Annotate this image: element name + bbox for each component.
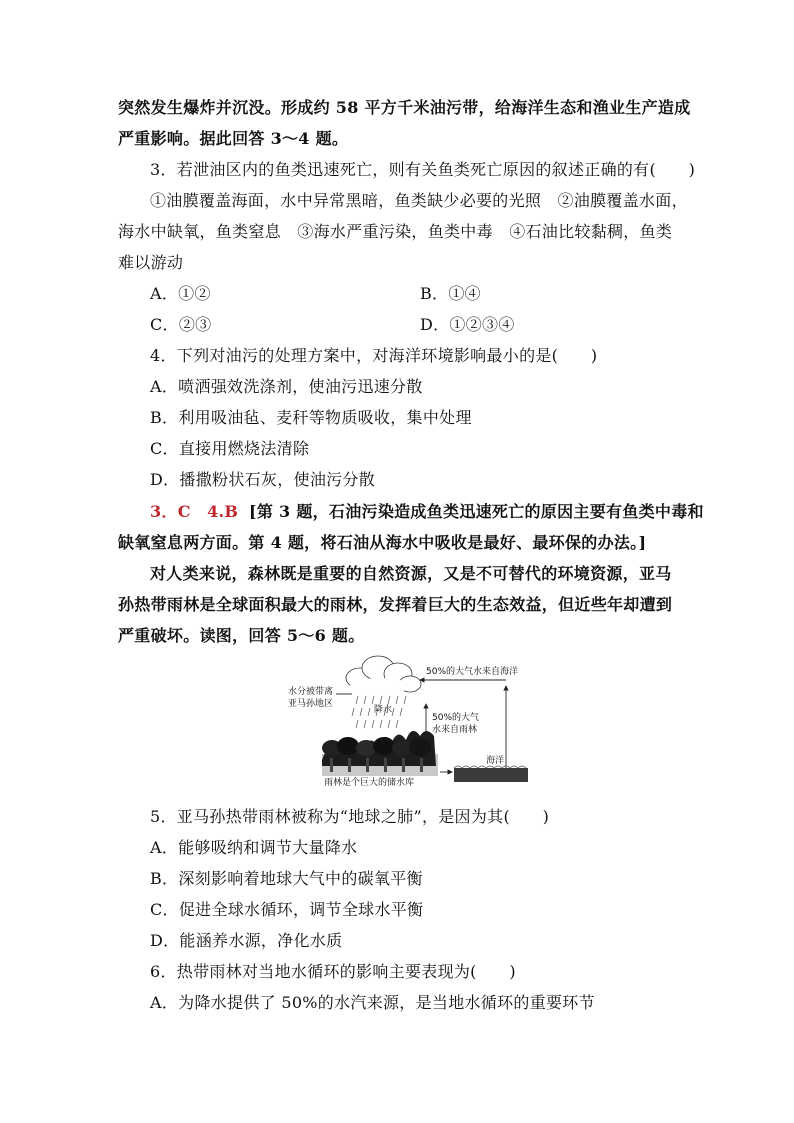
q4-option-b: B．利用吸油毡、麦秆等物质吸收，集中处理 [150, 408, 472, 427]
passage-line-1: 对人类来说，森林既是重要的自然资源，又是不可替代的环境资源，亚马 [150, 564, 672, 583]
ocean-label: 海洋 [486, 756, 505, 766]
passage-line-2: 孙热带雨林是全球面积最大的雨林，发挥着巨大的生态效益，但近些年却遭到 [118, 595, 673, 614]
q3-option-b: B．①④ [420, 284, 481, 303]
rainforest-trees [322, 731, 438, 776]
q3-option-d: D．①②③④ [420, 315, 515, 334]
q4-stem: 4．下列对油污的处理方案中，对海洋环境影响最小的是( ) [150, 346, 598, 365]
q4-option-c: C．直接用燃烧法清除 [150, 439, 310, 458]
q3-option-c: C．②③ [150, 315, 212, 334]
q3-desc-3: 难以游动 [118, 253, 184, 272]
bottom-label: 雨林是个巨大的储水库 [324, 778, 415, 786]
q5-option-d: D．能涵养水源，净化水质 [150, 931, 343, 950]
q5-stem: 5．亚马孙热带雨林被称为“地球之肺”，是因为其( ) [150, 807, 550, 826]
cloud-shape [346, 656, 421, 694]
answer-keys: 3．C 4.B [150, 502, 239, 521]
answer-line-1 [150, 501, 704, 523]
q3-option-a: A．①② [150, 284, 211, 303]
q5-option-c: C．促进全球水循环，调节全球水平衡 [150, 900, 424, 919]
left-label-1: 水分被带离 [288, 687, 334, 697]
q3-stem: 3．若泄油区内的鱼类迅速死亡，则有关鱼类死亡原因的叙述正确的有( ) [150, 160, 696, 179]
q4-option-d: D．播撒粉状石灰，使油污分散 [150, 470, 376, 489]
q3-desc-2: 海水中缺氧，鱼类窒息 ③海水严重污染，鱼类中毒 ④石油比较黏稠，鱼类 [118, 222, 673, 241]
answer-explanation-1: [第 3 题，石油污染造成鱼类迅速死亡的原因主要有鱼类中毒和 [248, 502, 704, 521]
top-right-label: 50%的大气水来自海洋 [426, 667, 519, 677]
q6-option-a: A．为降水提供了 50%的水汽来源，是当地水循环的重要环节 [150, 993, 595, 1012]
q5-option-b: B．深刻影响着地球大气中的碳氧平衡 [150, 869, 423, 888]
answer-explanation-2: 缺氧窒息两方面。第 4 题，将石油从海水中吸收是最好、最环保的办法。] [118, 533, 647, 552]
passage-line-3: 严重破坏。读图，回答 5～6 题。 [118, 626, 365, 645]
intro-line-1: 突然发生爆炸并沉没。形成约 58 平方千米油污带，给海洋生态和渔业生产造成 [118, 98, 691, 117]
q3-desc-1: ①油膜覆盖海面，水中异常黑暗，鱼类缺少必要的光照 ②油膜覆盖水面， [150, 191, 688, 210]
q6-stem: 6．热带雨林对当地水循环的影响主要表现为( ) [150, 962, 516, 981]
left-label-2: 亚马孙地区 [288, 699, 334, 709]
intro-line-2: 严重影响。据此回答 3～4 题。 [118, 129, 349, 148]
q4-option-a: A．喷洒强效洗涤剂，使油污迅速分散 [150, 377, 423, 396]
ocean-block [454, 768, 528, 782]
q5-option-a: A．能够吸纳和调节大量降水 [150, 838, 358, 857]
water-cycle-diagram [286, 654, 536, 786]
mid-label-2: 水来自雨林 [432, 725, 478, 735]
mid-label-1: 50%的大气 [432, 713, 480, 723]
rain-label: 降水 [374, 705, 393, 715]
